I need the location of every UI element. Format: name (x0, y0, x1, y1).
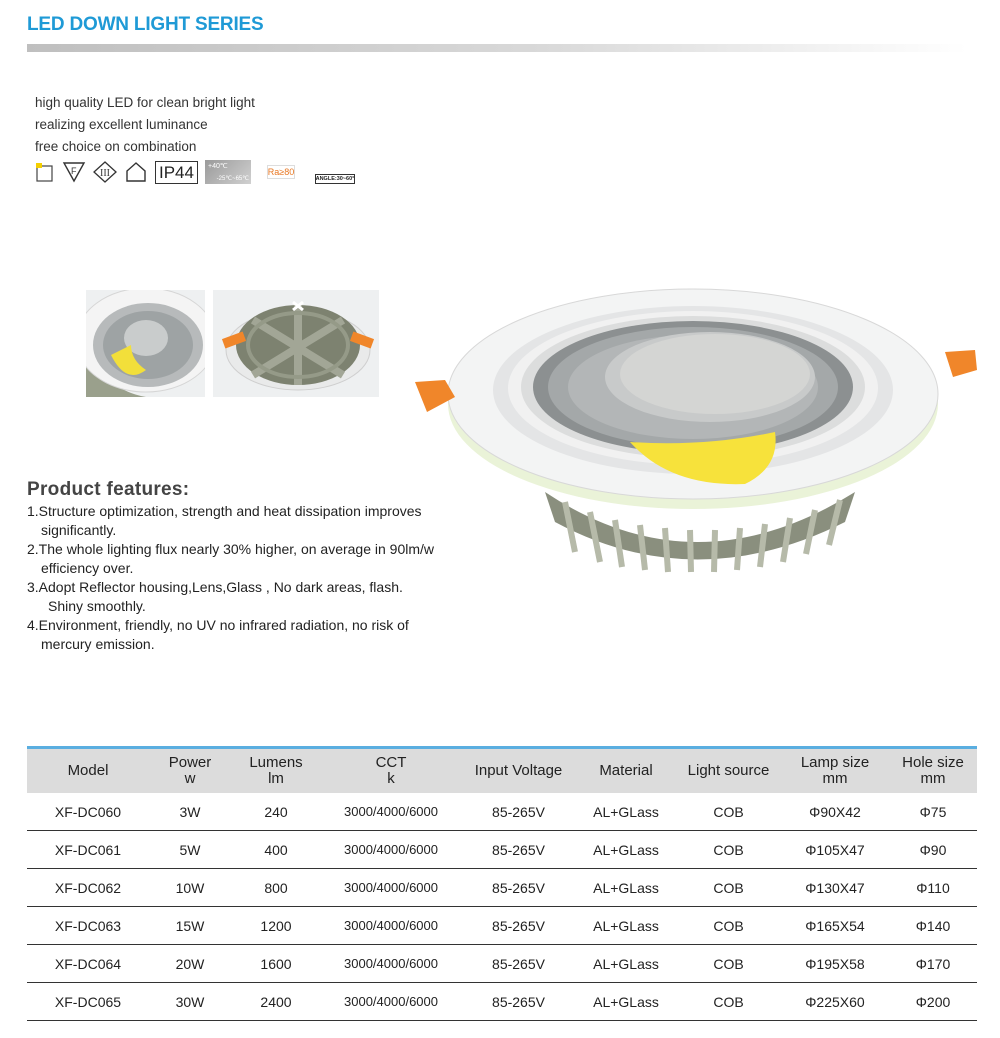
table-cell: AL+GLass (576, 983, 676, 1021)
column-header-label: Input Voltage (474, 762, 563, 779)
table-cell: 85-265V (461, 793, 576, 831)
table-cell: COB (676, 831, 781, 869)
table-cell: 240 (231, 793, 321, 831)
table-cell: 15W (149, 907, 231, 945)
feature-line: mercury emission. (41, 636, 155, 652)
table-cell: 2400 (231, 983, 321, 1021)
spec-table (27, 746, 977, 1021)
column-header (149, 748, 231, 794)
table-row (27, 907, 977, 945)
dimmable-square-icon (35, 161, 55, 183)
tagline: free choice on combination (35, 139, 197, 154)
table-cell: XF-DC065 (27, 983, 149, 1021)
table-cell: Φ75 (889, 793, 977, 831)
features-title: Product features: (27, 479, 190, 500)
table-cell: AL+GLass (576, 907, 676, 945)
table-header-row (27, 748, 977, 794)
table-cell: 3W (149, 793, 231, 831)
column-header-label: Light source (687, 762, 770, 779)
table-row (27, 793, 977, 831)
column-header-label: Lamp size (800, 754, 870, 771)
temp-range-label: -25℃~65℃ (216, 176, 249, 182)
table-cell: Φ165X54 (781, 907, 889, 945)
table-cell: XF-DC064 (27, 945, 149, 983)
column-header-unit: mm (920, 770, 946, 787)
table-cell: AL+GLass (576, 793, 676, 831)
table-cell: 800 (231, 869, 321, 907)
column-header-label: Lumens (249, 754, 303, 771)
table-cell: 85-265V (461, 945, 576, 983)
table-cell: 3000/4000/6000 (321, 945, 461, 983)
table-cell: 85-265V (461, 983, 576, 1021)
tagline: realizing excellent luminance (35, 117, 208, 132)
title-underline (27, 44, 967, 52)
product-back-thumbnail (213, 290, 379, 397)
table-cell: 1600 (231, 945, 321, 983)
table-cell: 3000/4000/6000 (321, 869, 461, 907)
table-row (27, 869, 977, 907)
table-cell: 30W (149, 983, 231, 1021)
column-header-label: Material (599, 762, 653, 779)
table-cell: 85-265V (461, 869, 576, 907)
table-cell: Φ200 (889, 983, 977, 1021)
table-cell: Φ90 (889, 831, 977, 869)
column-header-label: Hole size (902, 754, 964, 771)
feature-line: 3.Adopt Reflector housing,Lens,Glass , No dark areas, flash. (27, 579, 403, 595)
table-cell: XF-DC061 (27, 831, 149, 869)
f-mark-icon (62, 161, 86, 183)
table-row (27, 831, 977, 869)
column-header (461, 748, 576, 794)
table-row (27, 983, 977, 1021)
certification-icons (35, 159, 359, 185)
table-cell: Φ225X60 (781, 983, 889, 1021)
column-header-unit: lm (268, 770, 284, 787)
column-header (889, 748, 977, 794)
table-cell: XF-DC060 (27, 793, 149, 831)
indoor-house-icon (124, 161, 148, 183)
table-cell: XF-DC062 (27, 869, 149, 907)
table-cell: Φ105X47 (781, 831, 889, 869)
table-cell: AL+GLass (576, 831, 676, 869)
table-cell: Φ170 (889, 945, 977, 983)
column-header-unit: w (184, 770, 196, 787)
svg-text:F: F (71, 166, 77, 176)
column-header (676, 748, 781, 794)
features-list (27, 502, 497, 654)
class-iii-icon (93, 161, 117, 183)
table-row (27, 945, 977, 983)
feature-line: 4.Environment, friendly, no UV no infrared radiation, no risk of (27, 617, 409, 633)
table-cell: Φ90X42 (781, 793, 889, 831)
ra-label: Ra≥80 (267, 167, 295, 177)
column-header-unit: mm (822, 770, 848, 787)
page-title: LED DOWN LIGHT SERIES (27, 14, 264, 35)
beam-angle-icon (311, 160, 359, 184)
table-cell: COB (676, 907, 781, 945)
svg-text:III: III (100, 168, 110, 179)
column-header (321, 748, 461, 794)
angle-label: ANGLE:30~60° (315, 176, 355, 182)
feature-line: efficiency over. (41, 560, 134, 576)
feature-line: 1.Structure optimization, strength and heat dissipation improves (27, 503, 422, 519)
table-cell: Φ130X47 (781, 869, 889, 907)
feature-line: significantly. (41, 522, 117, 538)
table-cell: AL+GLass (576, 869, 676, 907)
product-front-thumbnail (86, 290, 205, 397)
feature-line: Shiny smoothly. (48, 598, 146, 614)
table-cell: 5W (149, 831, 231, 869)
table-cell: Φ110 (889, 869, 977, 907)
table-cell: Φ140 (889, 907, 977, 945)
table-cell: COB (676, 983, 781, 1021)
table-cell: 10W (149, 869, 231, 907)
column-header (27, 748, 149, 794)
table-cell: 3000/4000/6000 (321, 793, 461, 831)
ip44-badge: IP44 (155, 161, 198, 184)
table-cell: XF-DC063 (27, 907, 149, 945)
column-header (231, 748, 321, 794)
table-cell: 400 (231, 831, 321, 869)
product-main-image (415, 262, 985, 582)
ra-index-icon (258, 160, 304, 184)
column-header-label: CCT (375, 754, 407, 771)
table-cell: COB (676, 945, 781, 983)
temp-high-label: +40℃ (207, 163, 228, 170)
column-header-unit: k (387, 770, 395, 787)
table-cell: 1200 (231, 907, 321, 945)
table-cell: 3000/4000/6000 (321, 831, 461, 869)
tagline: high quality LED for clean bright light (35, 95, 255, 110)
taglines (35, 92, 255, 158)
temperature-range-icon (205, 160, 251, 184)
table-cell: 3000/4000/6000 (321, 907, 461, 945)
table-cell: 85-265V (461, 831, 576, 869)
table-cell: 20W (149, 945, 231, 983)
table-cell: AL+GLass (576, 945, 676, 983)
table-cell: 85-265V (461, 907, 576, 945)
table-cell: Φ195X58 (781, 945, 889, 983)
feature-line: 2.The whole lighting flux nearly 30% higher, on average in 90lm/w (27, 541, 435, 557)
column-header (576, 748, 676, 794)
table-cell: COB (676, 793, 781, 831)
table-cell: COB (676, 869, 781, 907)
column-header-label: Power (168, 754, 212, 771)
table-cell: 3000/4000/6000 (321, 983, 461, 1021)
column-header (781, 748, 889, 794)
column-header-label: Model (67, 762, 109, 779)
